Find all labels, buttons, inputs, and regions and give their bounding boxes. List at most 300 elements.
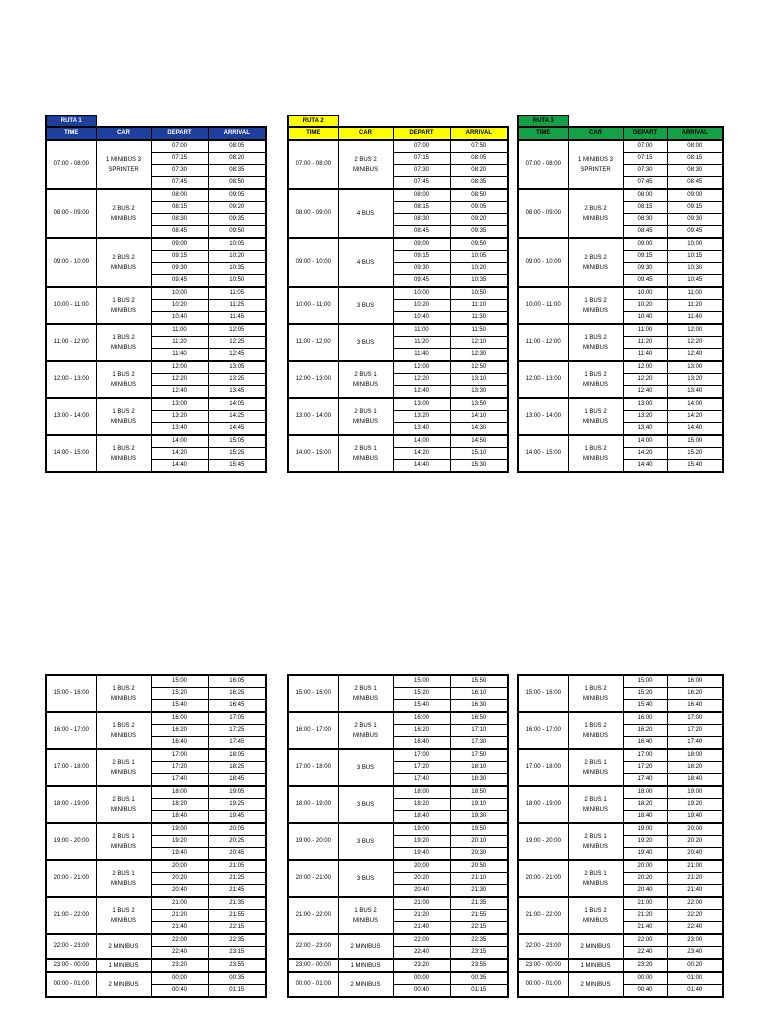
depart-time-cell: 19:00 [623,823,667,836]
depart-time-cell: 16:40 [393,737,450,750]
arrival-time-cell: 19:05 [208,786,266,799]
time-slot-cell: 12:00 - 13:00 [46,361,96,398]
depart-time-cell: 20:00 [151,860,208,873]
arrival-time-cell: 09:30 [667,214,723,226]
depart-time-cell: 11:00 [393,324,450,337]
depart-time-cell: 00:00 [393,972,450,985]
arrival-time-cell: 12:25 [208,337,266,349]
table-row [288,860,508,873]
depart-time-cell: 11:00 [623,324,667,337]
time-slot-cell: 22:00 - 23:00 [288,934,338,959]
depart-time-cell: 18:20 [151,799,208,811]
depart-time-cell: 17:40 [151,774,208,787]
depart-time-cell: 08:00 [623,189,667,202]
arrival-time-cell: 20:40 [667,848,723,861]
depart-time-cell: 11:00 [151,324,208,337]
arrival-time-cell: 14:10 [450,411,508,423]
route-label: RUTA 1 [46,116,96,128]
arrival-time-cell: 15:25 [208,448,266,460]
time-slot-cell: 00:00 - 01:00 [46,972,96,997]
arrival-time-cell: 08:35 [450,177,508,190]
arrival-time-cell: 09:35 [208,214,266,226]
depart-time-cell: 14:20 [151,448,208,460]
depart-time-cell: 16:00 [151,712,208,725]
vehicle-cell: 2 BUS 2 MINIBUS [338,140,393,189]
vehicle-cell: 1 BUS 2 MINIBUS [568,435,623,472]
time-slot-cell: 23:00 - 00:00 [46,959,96,972]
table-row [288,189,508,202]
depart-time-cell: 13:20 [393,411,450,423]
arrival-time-cell: 09:20 [450,214,508,226]
arrival-time-cell: 16:50 [450,712,508,725]
table-row [518,860,723,873]
depart-time-cell: 16:20 [151,725,208,737]
table-row [518,398,723,411]
car-column-header: CAR [96,127,151,140]
vehicle-cell: 2 BUS 1 MINIBUS [96,823,151,860]
vehicle-cell: 2 BUS 1 MINIBUS [338,675,393,712]
table-row [288,749,508,762]
depart-time-cell: 13:40 [623,423,667,436]
depart-time-cell: 08:30 [151,214,208,226]
vehicle-cell: 1 BUS 2 MINIBUS [96,398,151,435]
table-row [46,934,266,947]
time-slot-cell: 21:00 - 22:00 [46,897,96,934]
depart-time-cell: 00:00 [623,972,667,985]
time-slot-cell: 19:00 - 20:00 [46,823,96,860]
depart-time-cell: 17:00 [151,749,208,762]
depart-time-cell: 15:20 [151,688,208,700]
arrival-time-cell: 17:50 [450,749,508,762]
arrival-time-cell: 17:40 [667,737,723,750]
vehicle-cell: 1 MINIBUS [568,959,623,972]
vehicle-cell: 3 BUS [338,749,393,786]
vehicle-cell: 2 BUS 2 MINIBUS [568,189,623,238]
time-slot-cell: 14:00 - 15:00 [46,435,96,472]
arrival-time-cell: 17:20 [667,725,723,737]
arrival-time-cell: 00:35 [208,972,266,985]
depart-time-cell: 23:20 [151,959,208,972]
vehicle-cell: 2 BUS 1 MINIBUS [338,435,393,472]
depart-column-header: DEPART [151,127,208,140]
arrival-time-cell: 16:20 [667,688,723,700]
table-row [288,324,508,337]
arrival-time-cell: 14:40 [667,423,723,436]
depart-time-cell: 16:00 [393,712,450,725]
time-slot-cell: 12:00 - 13:00 [518,361,568,398]
depart-time-cell: 22:00 [151,934,208,947]
vehicle-cell: 2 BUS 1 MINIBUS [338,712,393,749]
table-row [46,860,266,873]
depart-time-cell: 13:00 [623,398,667,411]
arrival-time-cell: 21:55 [208,910,266,922]
arrival-time-cell: 18:05 [208,749,266,762]
depart-time-cell: 07:30 [393,165,450,177]
arrival-time-cell: 10:20 [450,263,508,275]
arrival-time-cell: 10:45 [667,275,723,288]
vehicle-cell: 1 BUS 2 MINIBUS [96,712,151,749]
arrival-time-cell: 21:35 [208,897,266,910]
arrival-time-cell: 22:15 [450,922,508,935]
depart-time-cell: 09:45 [151,275,208,288]
arrival-time-cell: 13:00 [667,361,723,374]
arrival-time-cell: 16:45 [208,700,266,713]
vehicle-cell: 1 BUS 2 MINIBUS [568,712,623,749]
depart-time-cell: 16:20 [393,725,450,737]
time-column-header: TIME [288,127,338,140]
arrival-time-cell: 17:10 [450,725,508,737]
depart-time-cell: 16:40 [151,737,208,750]
time-slot-cell: 22:00 - 23:00 [518,934,568,959]
depart-time-cell: 21:40 [623,922,667,935]
time-slot-cell: 18:00 - 19:00 [518,786,568,823]
depart-time-cell: 08:15 [623,202,667,214]
depart-time-cell: 14:40 [623,460,667,473]
time-slot-cell: 14:00 - 15:00 [288,435,338,472]
vehicle-cell: 2 MINIBUS [568,934,623,959]
arrival-time-cell: 18:25 [208,762,266,774]
depart-time-cell: 19:20 [151,836,208,848]
arrival-time-cell: 20:10 [450,836,508,848]
arrival-time-cell: 20:30 [450,848,508,861]
depart-time-cell: 14:00 [623,435,667,448]
depart-time-cell: 10:20 [393,300,450,312]
arrival-time-cell: 09:50 [450,238,508,251]
table-row [46,238,266,251]
time-slot-cell: 08:00 - 09:00 [288,189,338,238]
arrival-time-cell: 11:25 [208,300,266,312]
arrival-time-cell: 20:50 [450,860,508,873]
time-slot-cell: 15:00 - 16:00 [46,675,96,712]
arrival-time-cell: 19:50 [450,823,508,836]
arrival-time-cell: 17:00 [667,712,723,725]
arrival-time-cell: 17:05 [208,712,266,725]
arrival-time-cell: 22:35 [208,934,266,947]
depart-time-cell: 08:30 [623,214,667,226]
route-3-schedule-table-continued [517,674,724,998]
vehicle-cell: 1 BUS 2 MINIBUS [568,361,623,398]
arrival-time-cell: 09:45 [667,226,723,239]
arrival-time-cell: 19:10 [450,799,508,811]
time-slot-cell: 07:00 - 08:00 [46,140,96,189]
depart-time-cell: 18:20 [623,799,667,811]
arrival-time-cell: 14:20 [667,411,723,423]
arrival-time-cell: 11:05 [208,287,266,300]
depart-time-cell: 07:30 [151,165,208,177]
arrival-time-cell: 12:30 [450,349,508,362]
arrival-time-cell: 18:45 [208,774,266,787]
vehicle-cell: 2 MINIBUS [568,972,623,997]
depart-time-cell: 18:00 [623,786,667,799]
time-column-header: TIME [518,127,568,140]
depart-time-cell: 23:20 [393,959,450,972]
table-row [46,712,266,725]
depart-time-cell: 16:40 [623,737,667,750]
depart-time-cell: 15:00 [623,675,667,688]
vehicle-cell: 2 BUS 1 MINIBUS [96,749,151,786]
depart-time-cell: 10:40 [151,312,208,325]
depart-time-cell: 15:40 [393,700,450,713]
time-slot-cell: 23:00 - 00:00 [288,959,338,972]
route-label: RUTA 3 [518,116,568,128]
vehicle-cell: 2 BUS 1 MINIBUS [568,823,623,860]
depart-time-cell: 09:45 [623,275,667,288]
arrival-time-cell: 00:35 [450,972,508,985]
depart-time-cell: 15:40 [151,700,208,713]
vehicle-cell: 1 BUS 2 MINIBUS [96,675,151,712]
depart-time-cell: 14:40 [151,460,208,473]
depart-time-cell: 10:00 [623,287,667,300]
arrival-time-cell: 10:50 [450,287,508,300]
table-row [288,675,508,688]
arrival-time-cell: 21:30 [450,885,508,898]
arrival-time-cell: 10:05 [208,238,266,251]
arrival-time-cell: 12:05 [208,324,266,337]
depart-time-cell: 20:40 [623,885,667,898]
arrival-time-cell: 14:25 [208,411,266,423]
vehicle-cell: 2 BUS 1 MINIBUS [338,398,393,435]
time-slot-cell: 10:00 - 11:00 [518,287,568,324]
table-row [46,287,266,300]
arrival-time-cell: 08:50 [450,189,508,202]
depart-time-cell: 09:15 [623,251,667,263]
vehicle-cell: 1 BUS 2 MINIBUS [96,287,151,324]
depart-time-cell: 12:40 [623,386,667,399]
arrival-time-cell: 19:00 [667,786,723,799]
time-column-header: TIME [46,127,96,140]
arrival-time-cell: 21:25 [208,873,266,885]
arrival-time-cell: 23:00 [667,934,723,947]
depart-time-cell: 12:00 [151,361,208,374]
depart-time-cell: 15:00 [393,675,450,688]
depart-time-cell: 20:20 [623,873,667,885]
vehicle-cell: 2 BUS 1 MINIBUS [568,749,623,786]
vehicle-cell: 1 BUS 2 MINIBUS [568,398,623,435]
arrival-time-cell: 12:10 [450,337,508,349]
depart-time-cell: 09:30 [623,263,667,275]
depart-time-cell: 19:20 [393,836,450,848]
time-slot-cell: 21:00 - 22:00 [518,897,568,934]
arrival-time-cell: 10:15 [667,251,723,263]
depart-time-cell: 00:40 [151,985,208,998]
arrival-time-cell: 11:40 [667,312,723,325]
depart-time-cell: 10:40 [393,312,450,325]
depart-time-cell: 09:15 [151,251,208,263]
table-row [46,189,266,202]
depart-time-cell: 12:20 [393,374,450,386]
table-row [288,972,508,985]
arrival-time-cell: 12:45 [208,349,266,362]
arrival-time-cell: 13:30 [450,386,508,399]
arrival-time-cell: 08:15 [667,153,723,165]
arrival-time-cell: 15:30 [450,460,508,473]
arrival-time-cell: 16:25 [208,688,266,700]
depart-time-cell: 21:20 [393,910,450,922]
depart-time-cell: 18:00 [151,786,208,799]
table-row [518,823,723,836]
arrival-time-cell: 21:55 [450,910,508,922]
time-slot-cell: 08:00 - 09:00 [46,189,96,238]
depart-time-cell: 08:45 [393,226,450,239]
table-row [46,361,266,374]
time-slot-cell: 09:00 - 10:00 [288,238,338,287]
table-row [46,749,266,762]
arrival-time-cell: 01:15 [208,985,266,998]
arrival-time-cell: 01:40 [667,985,723,998]
table-row [518,287,723,300]
depart-time-cell: 10:20 [623,300,667,312]
depart-time-cell: 21:40 [151,922,208,935]
arrival-time-cell: 20:25 [208,836,266,848]
depart-time-cell: 19:40 [393,848,450,861]
arrival-time-cell: 13:10 [450,374,508,386]
depart-time-cell: 12:00 [393,361,450,374]
time-slot-cell: 09:00 - 10:00 [46,238,96,287]
vehicle-cell: 4 BUS [338,189,393,238]
time-slot-cell: 15:00 - 16:00 [288,675,338,712]
time-slot-cell: 20:00 - 21:00 [518,860,568,897]
depart-time-cell: 08:00 [393,189,450,202]
arrival-time-cell: 09:00 [667,189,723,202]
depart-time-cell: 18:40 [393,811,450,824]
depart-time-cell: 17:20 [623,762,667,774]
table-row [288,897,508,910]
time-slot-cell: 13:00 - 14:00 [518,398,568,435]
arrival-time-cell: 00:20 [667,959,723,972]
arrival-time-cell: 13:40 [667,386,723,399]
vehicle-cell: 1 BUS 2 MINIBUS [568,324,623,361]
arrival-time-cell: 15:00 [667,435,723,448]
vehicle-cell: 1 BUS 2 MINIBUS [96,897,151,934]
arrival-time-cell: 23:55 [450,959,508,972]
time-slot-cell: 18:00 - 19:00 [288,786,338,823]
depart-time-cell: 10:00 [393,287,450,300]
arrival-time-cell: 14:00 [667,398,723,411]
table-row [518,140,723,153]
arrival-time-cell: 11:50 [450,324,508,337]
arrival-time-cell: 09:20 [208,202,266,214]
time-slot-cell: 19:00 - 20:00 [288,823,338,860]
table-row [46,972,266,985]
vehicle-cell: 2 BUS 1 MINIBUS [568,860,623,897]
time-slot-cell: 11:00 - 12:00 [288,324,338,361]
depart-time-cell: 19:40 [151,848,208,861]
arrival-time-cell: 18:10 [450,762,508,774]
vehicle-cell: 1 MINIBUS 3 SPRINTER [568,140,623,189]
time-slot-cell: 11:00 - 12:00 [46,324,96,361]
time-slot-cell: 00:00 - 01:00 [288,972,338,997]
arrival-time-cell: 16:40 [667,700,723,713]
arrival-time-cell: 16:10 [450,688,508,700]
arrival-time-cell: 22:40 [667,922,723,935]
depart-time-cell: 15:00 [151,675,208,688]
depart-time-cell: 17:20 [151,762,208,774]
vehicle-cell: 1 MINIBUS [338,959,393,972]
depart-time-cell: 07:00 [623,140,667,153]
arrival-time-cell: 20:00 [667,823,723,836]
arrival-time-cell: 08:45 [667,177,723,190]
route-label: RUTA 2 [288,116,338,128]
vehicle-cell: 4 BUS [338,238,393,287]
depart-time-cell: 15:40 [623,700,667,713]
vehicle-cell: 2 BUS 1 MINIBUS [568,786,623,823]
depart-time-cell: 10:00 [151,287,208,300]
time-slot-cell: 22:00 - 23:00 [46,934,96,959]
depart-time-cell: 19:40 [623,848,667,861]
arrival-time-cell: 18:20 [667,762,723,774]
arrival-time-cell: 22:15 [208,922,266,935]
route-2-schedule-table [287,115,509,473]
time-slot-cell: 16:00 - 17:00 [518,712,568,749]
arrival-time-cell: 15:50 [450,675,508,688]
vehicle-cell: 2 BUS 1 MINIBUS [96,860,151,897]
table-row [46,140,266,153]
arrival-time-cell: 19:30 [450,811,508,824]
table-row [46,786,266,799]
vehicle-cell: 2 BUS 2 MINIBUS [96,189,151,238]
depart-time-cell: 08:45 [151,226,208,239]
arrival-time-cell: 08:20 [208,153,266,165]
depart-time-cell: 23:20 [623,959,667,972]
depart-time-cell: 21:00 [151,897,208,910]
arrival-time-cell: 21:40 [667,885,723,898]
vehicle-cell: 3 BUS [338,860,393,897]
depart-time-cell: 18:00 [393,786,450,799]
depart-time-cell: 20:40 [151,885,208,898]
arrival-time-cell: 12:00 [667,324,723,337]
arrival-time-cell: 13:25 [208,374,266,386]
arrival-time-cell: 14:05 [208,398,266,411]
arrival-time-cell: 08:35 [208,165,266,177]
time-slot-cell: 07:00 - 08:00 [288,140,338,189]
arrival-time-cell: 21:10 [450,873,508,885]
depart-time-cell: 22:00 [393,934,450,947]
depart-time-cell: 12:20 [151,374,208,386]
table-row [288,786,508,799]
depart-time-cell: 07:15 [393,153,450,165]
vehicle-cell: 1 BUS 2 MINIBUS [96,324,151,361]
arrival-time-cell: 23:15 [450,947,508,960]
depart-time-cell: 20:00 [623,860,667,873]
table-row [46,435,266,448]
depart-time-cell: 11:40 [623,349,667,362]
depart-time-cell: 20:20 [151,873,208,885]
depart-time-cell: 17:20 [393,762,450,774]
table-row [46,959,266,972]
depart-time-cell: 19:00 [393,823,450,836]
table-row [288,287,508,300]
table-row [518,324,723,337]
arrival-time-cell: 17:25 [208,725,266,737]
depart-time-cell: 08:15 [151,202,208,214]
time-slot-cell: 16:00 - 17:00 [288,712,338,749]
arrival-time-cell: 23:15 [208,947,266,960]
depart-time-cell: 07:00 [151,140,208,153]
arrival-column-header: ARRIVAL [667,127,723,140]
arrival-time-cell: 09:05 [450,202,508,214]
depart-time-cell: 21:00 [623,897,667,910]
depart-time-cell: 19:00 [151,823,208,836]
depart-column-header: DEPART [393,127,450,140]
depart-time-cell: 20:20 [393,873,450,885]
arrival-time-cell: 22:20 [667,910,723,922]
table-row [288,712,508,725]
vehicle-cell: 2 BUS 2 MINIBUS [96,238,151,287]
arrival-time-cell: 20:05 [208,823,266,836]
arrival-time-cell: 23:55 [208,959,266,972]
depart-time-cell: 13:00 [393,398,450,411]
depart-time-cell: 16:00 [623,712,667,725]
